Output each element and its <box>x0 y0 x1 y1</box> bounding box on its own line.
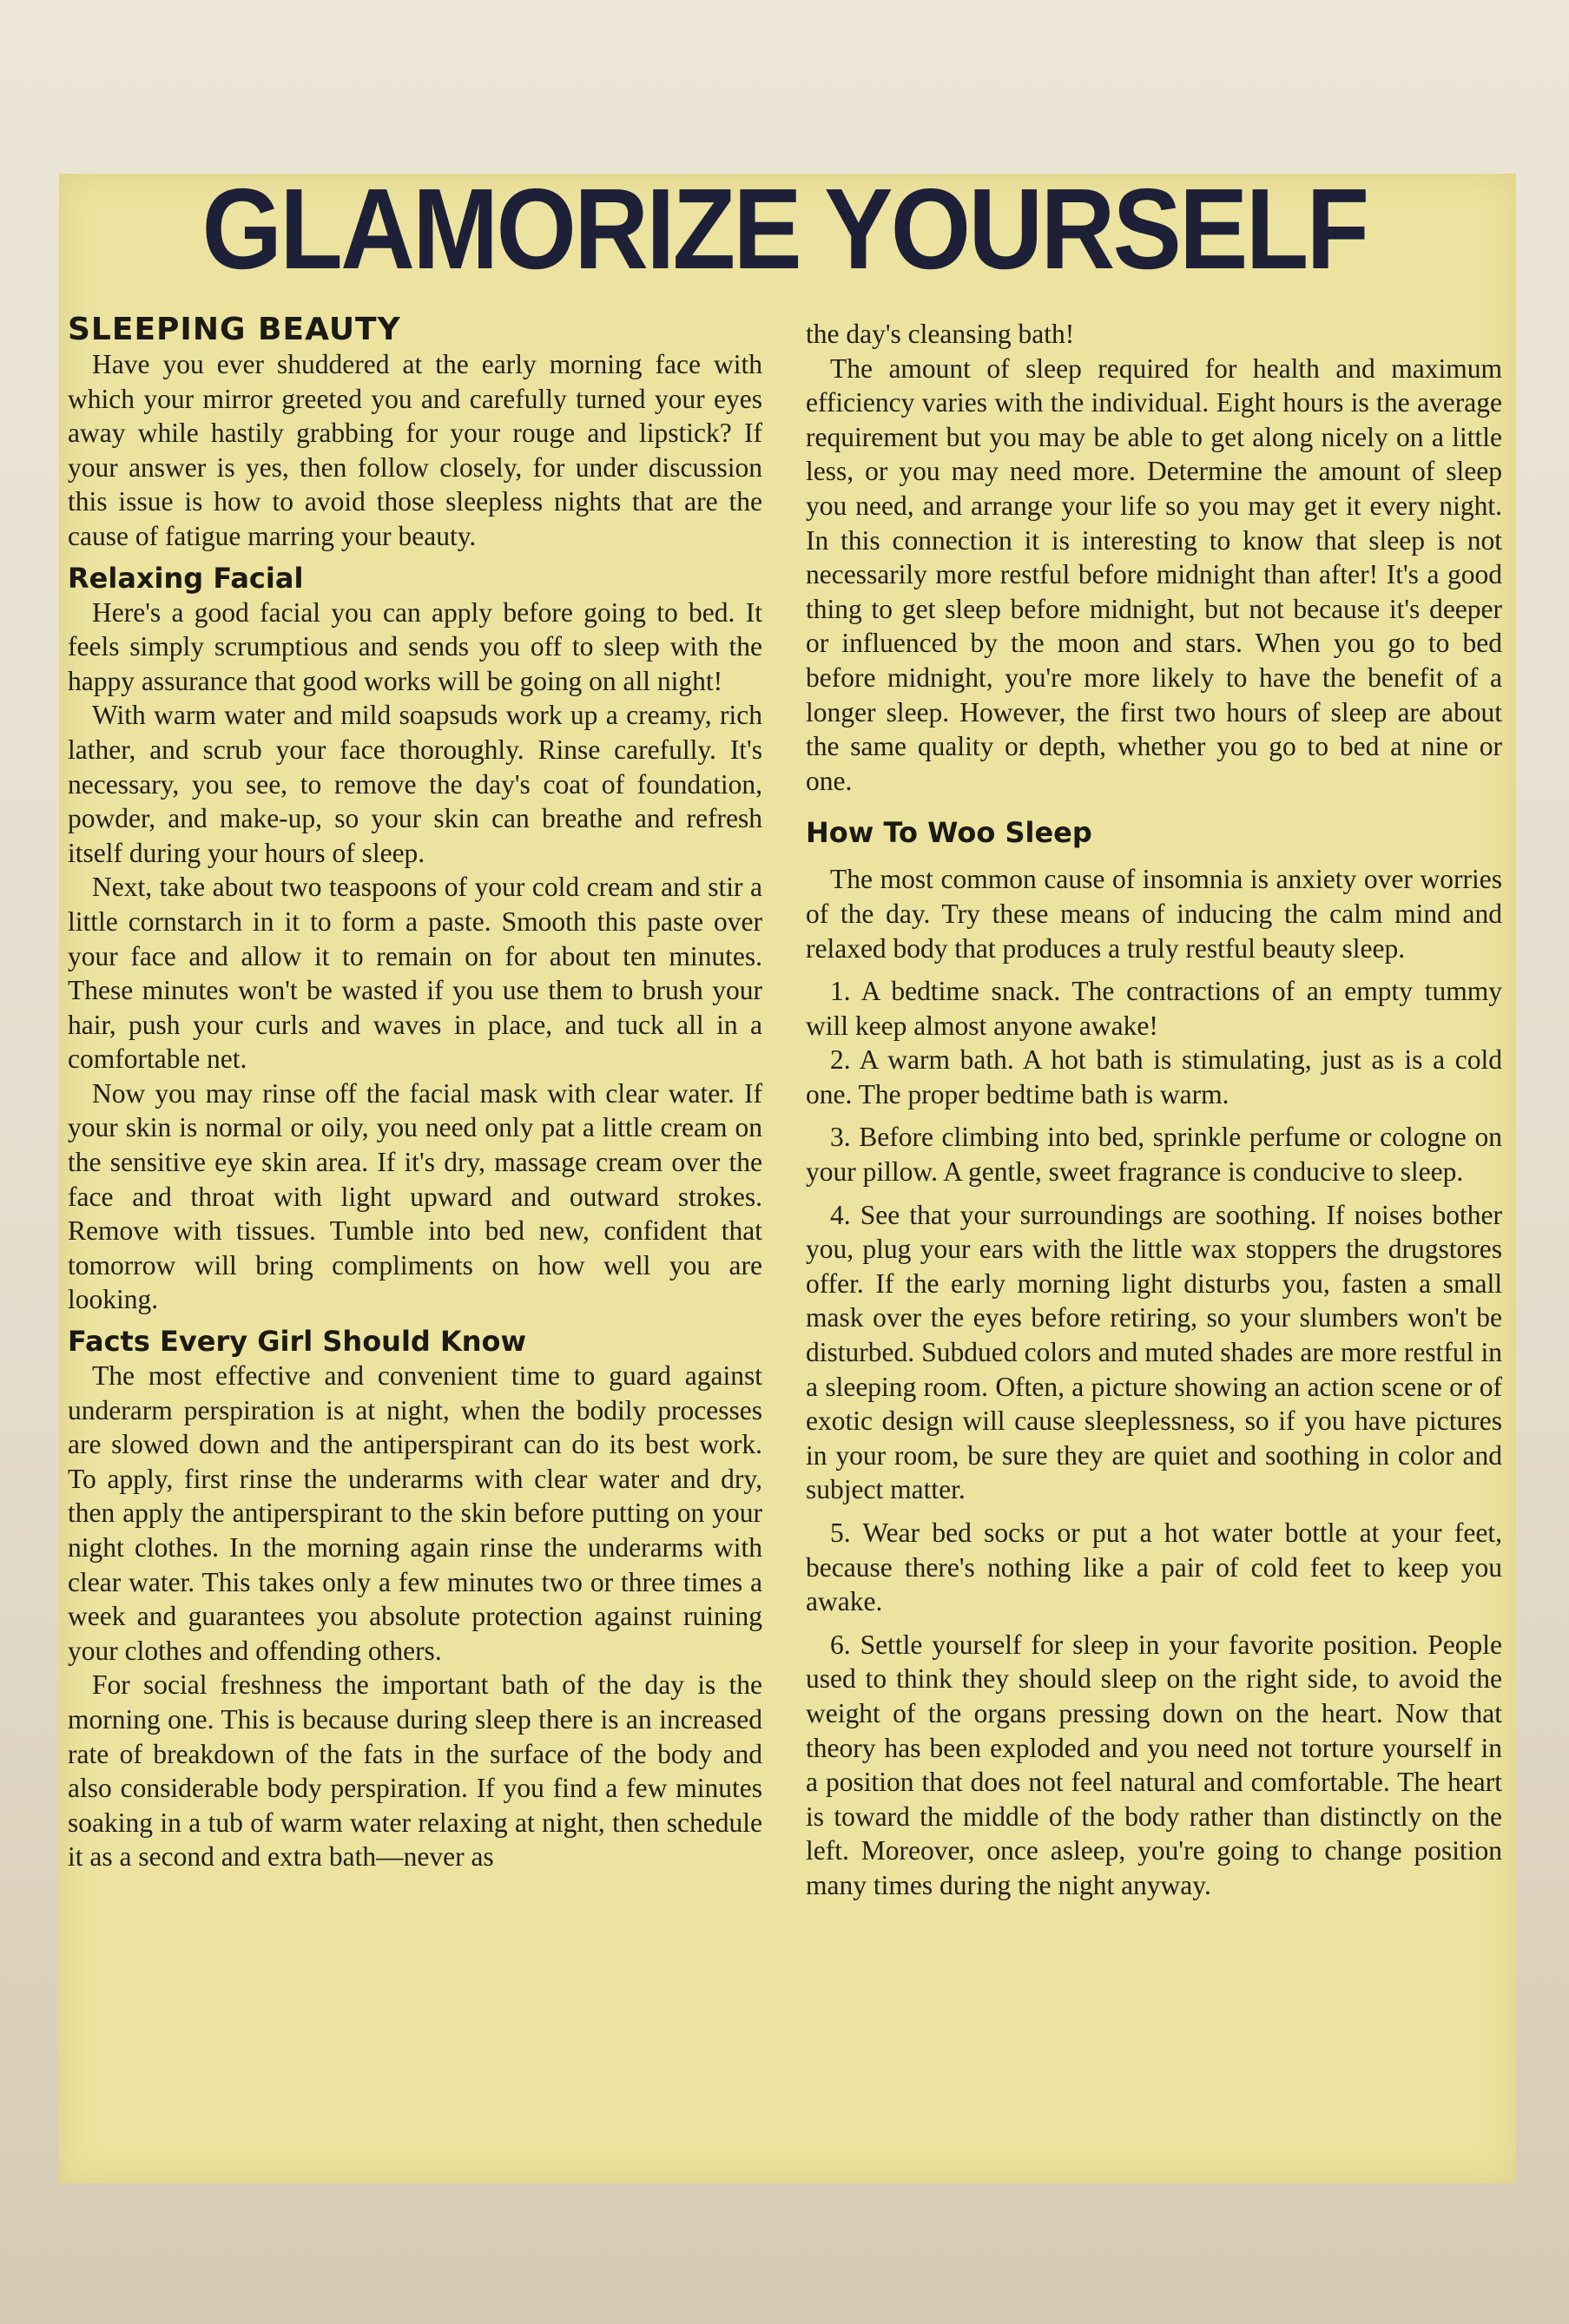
paragraph-facial-4: Now you may rinse off the facial mask with clear water. If your skin is normal or oily, you need only pat a little cream on the sensitive eye skin area. If it's dry, massage cream over the face and throat with light upward and outward strokes. Remove with tissues. Tumble into bed new, confident that tomorrow will bring compliments on how well you are looking. <box>68 1077 762 1315</box>
tip-item-6: 6. Settle yourself for sleep in your favorite position. People used to think they should sleep on the right side, to avoid the weight of the organs pressing down on the heart. Now that theory has been exploded and you need not torture yourself in a position that does not feel natural and comfortable. The heart is toward the middle of the body rather than distinctly on the left. Moreover, once asleep, you're going to change position many times during the night anyway. <box>806 1629 1502 1900</box>
left-column <box>68 313 762 1874</box>
tip-item-4: 4. See that your surroundings are soothing. If noises bother you, plug your ears with the little wax stoppers the drugstores offer. If the early morning light disturbs you, fasten a small mask over the eyes before retiring, so your slumbers won't be disturbed. Subdued colors and muted shades are more restful in a sleeping room. Often, a picture showing an action scene or of exotic design will cause sleeplessness, so if you have pictures in your room, be sure they are quiet and soothing in color and subject matter. <box>806 1199 1502 1505</box>
section-heading-woo-sleep: How To Woo Sleep <box>806 816 1092 850</box>
paragraph-facts-1: The most effective and convenient time to guard against underarm perspiration is at night, when the bodily processes are slowed down and the antiperspirant can do its best work. To apply, first rinse the underarms with clear water and dry, then apply the antiperspirant to the skin before putting on your night clothes. In the morning again rinse the underarms with clear water. This takes only a few minutes two or three times a week and guarantees you absolute protection against ruining your clothes and offending others. <box>68 1360 762 1666</box>
paragraph-facial-2: With warm water and mild soapsuds work up a creamy, rich lather, and scrub your face thoroughly. Rinse carefully. It's necessary, you see, to remove the day's coat of foundation, powder, and make-up, so your skin can breathe and refresh itself during your hours of sleep. <box>68 700 762 868</box>
paragraph-facts-2: For social freshness the important bath of the day is the morning one. This is because during sleep there is an increased rate of breakdown of the fats in the surface of the body and also considerable body perspiration. If you find a few minutes soaking in a tub of warm water relaxing at night, then schedule it as a second and extra bath—never as <box>68 1669 762 1873</box>
section-heading-facts: Facts Every Girl Should Know <box>68 1325 527 1359</box>
paragraph-woo-intro: The most common cause of insomnia is anxiety over worries of the day. Try these means of inducing the calm mind and relaxed body that produces a truly restful beauty sleep. <box>806 864 1502 964</box>
tip-item-1: 1. A bedtime snack. The contractions of an empty tummy will keep almost anyone awake! <box>806 976 1502 1041</box>
section-heading-relaxing-facial: Relaxing Facial <box>68 561 304 595</box>
section-heading-sleeping-beauty: SLEEPING BEAUTY <box>68 312 401 347</box>
paragraph-sleep-amount: The amount of sleep required for health and maximum efficiency varies with the individual. Eight hours is the average requirement but you may be able to get along nicely on a little less, or you may need more. Determine the amount of sleep you need, and arrange your life so you may get it every night. In this connection it is interesting to know that sleep is not necessarily more restful before midnight than after! It's a good thing to get sleep before midnight, but not because it's deeper or influenced by the moon and stars. When you go to bed before midnight, you're more likely to have the benefit of a longer sleep. However, the first two hours of sleep are about the same quality or depth, whether you go to bed at nine or one. <box>806 352 1502 796</box>
tip-item-2: 2. A warm bath. A hot bath is stimulating, just as is a cold one. The proper bedtime bath is warm. <box>806 1044 1502 1109</box>
paragraph-continued: the day's cleansing bath! <box>806 319 1075 349</box>
tip-item-3: 3. Before climbing into bed, sprinkle perfume or cologne on your pillow. A gentle, sweet fragrance is conducive to sleep. <box>806 1122 1502 1188</box>
paragraph-intro: Have you ever shuddered at the early morning face with which your mirror greeted you and carefully turned your eyes away while hastily grabbing for your rouge and lipstick? If your answer is yes, then follow closely, for under discussion this issue is how to avoid those sleepless nights that are the cause of fatigue marring your beauty. <box>68 349 762 551</box>
tip-item-5: 5. Wear bed socks or put a hot water bottle at your feet, because there's nothing like a pair of cold feet to keep you awake. <box>806 1518 1502 1617</box>
article-title: GLAMORIZE YOURSELF <box>201 165 1368 293</box>
right-column <box>806 317 1502 1903</box>
paragraph-facial-1: Here's a good facial you can apply before going to bed. It feels simply scrumptious and sends you off to sleep with the happy assurance that good works will be going on all night! <box>68 596 762 696</box>
paragraph-facial-3: Next, take about two teaspoons of your cold cream and stir a little cornstarch in it to form a paste. Smooth this paste over your face and allow it to remain on for about ten minutes. These minutes won't be wasted if you use them to brush your hair, push your curls and waves in place, and tuck all in a comfortable net. <box>68 872 762 1075</box>
